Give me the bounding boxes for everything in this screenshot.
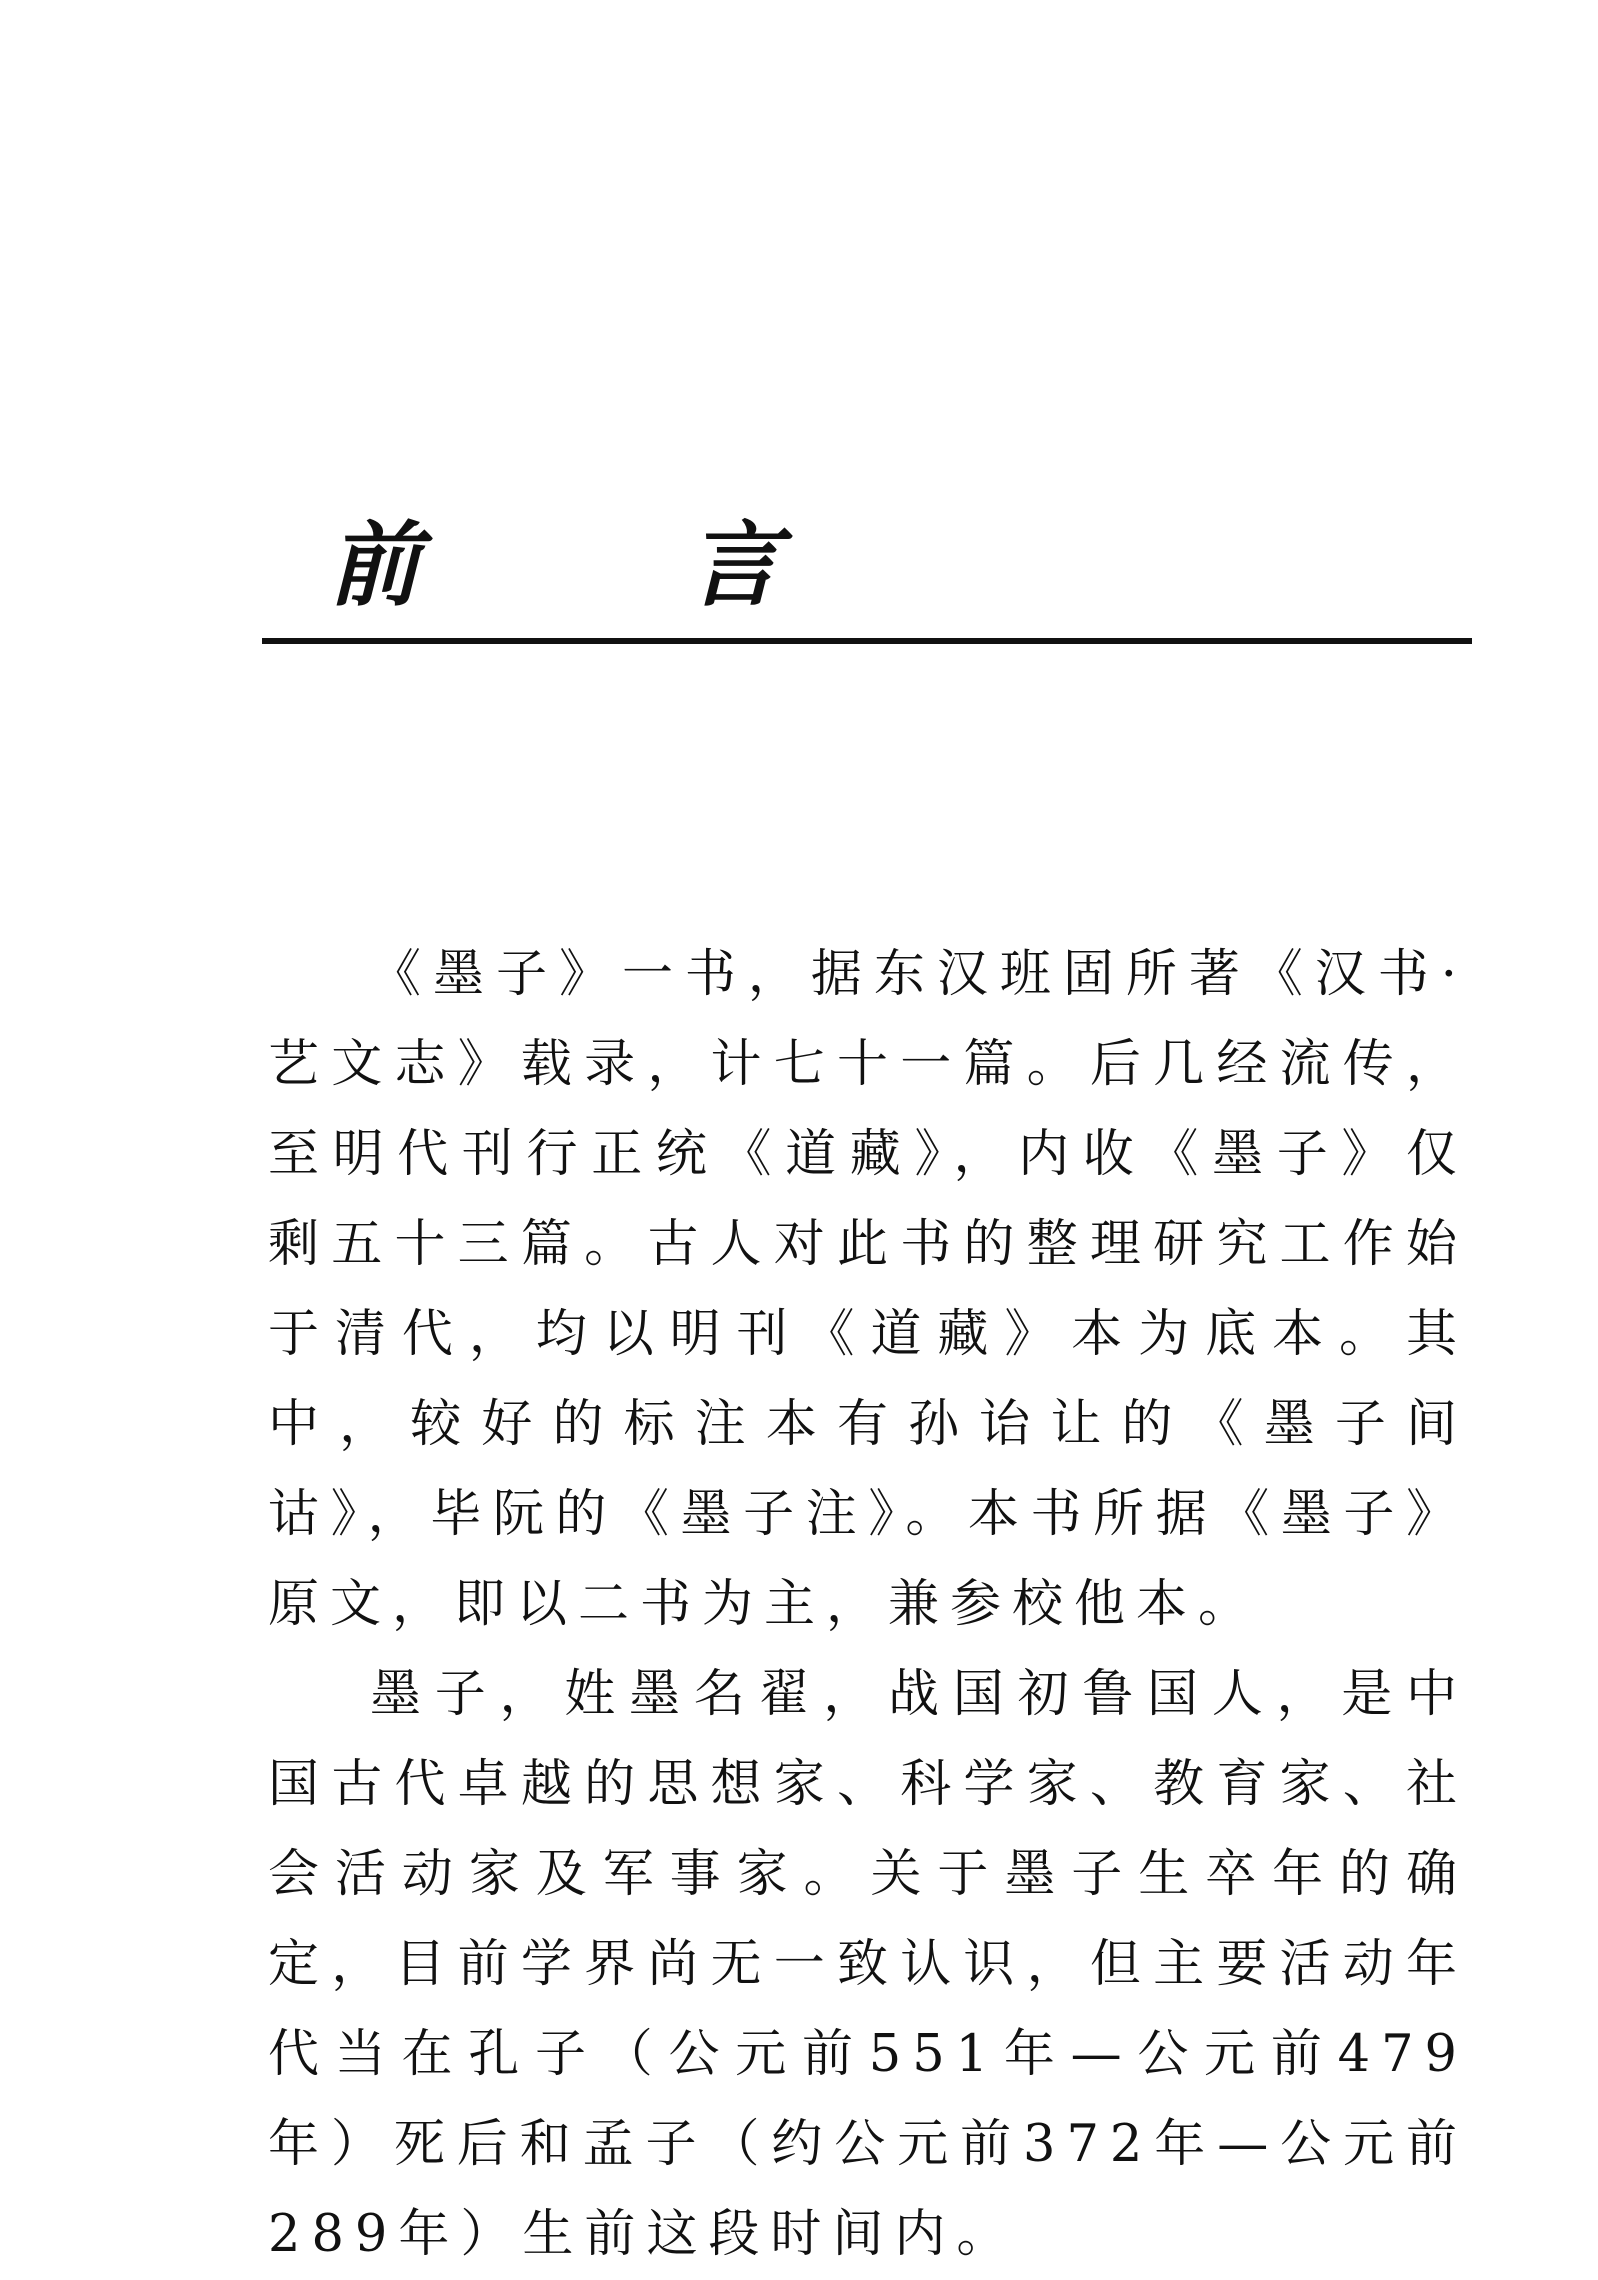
paragraph-1: 《墨子》一书，据东汉班固所著《汉书·艺文志》载录，计七十一篇。后几经流传，至明代刊行正统《道藏》，内收《墨子》仅剩五十三篇。古人对此书的整理研究工作始于清代，均以明刊《道藏》本为底本。其中，较好的标注本有孙诒让的《墨子间诂》，毕阮的《墨子注》。本书所据《墨子》原文，即以二书为主，兼参校他本。 xyxy=(268,945,1468,1634)
title-underline xyxy=(262,638,1472,644)
page-title: 前 言 xyxy=(328,512,869,619)
body-text xyxy=(268,930,1468,2280)
paragraph-2: 墨子，姓墨名翟，战国初鲁国人，是中国古代卓越的思想家、科学家、教育家、社会活动家及军事家。关于墨子生卒年的确定，目前学界尚无一致认识，但主要活动年代当在孔子（公元前551年—公元前479年）死后和孟子（约公元前372年—公元前289年）生前这段时间内。 xyxy=(268,1665,1468,2264)
